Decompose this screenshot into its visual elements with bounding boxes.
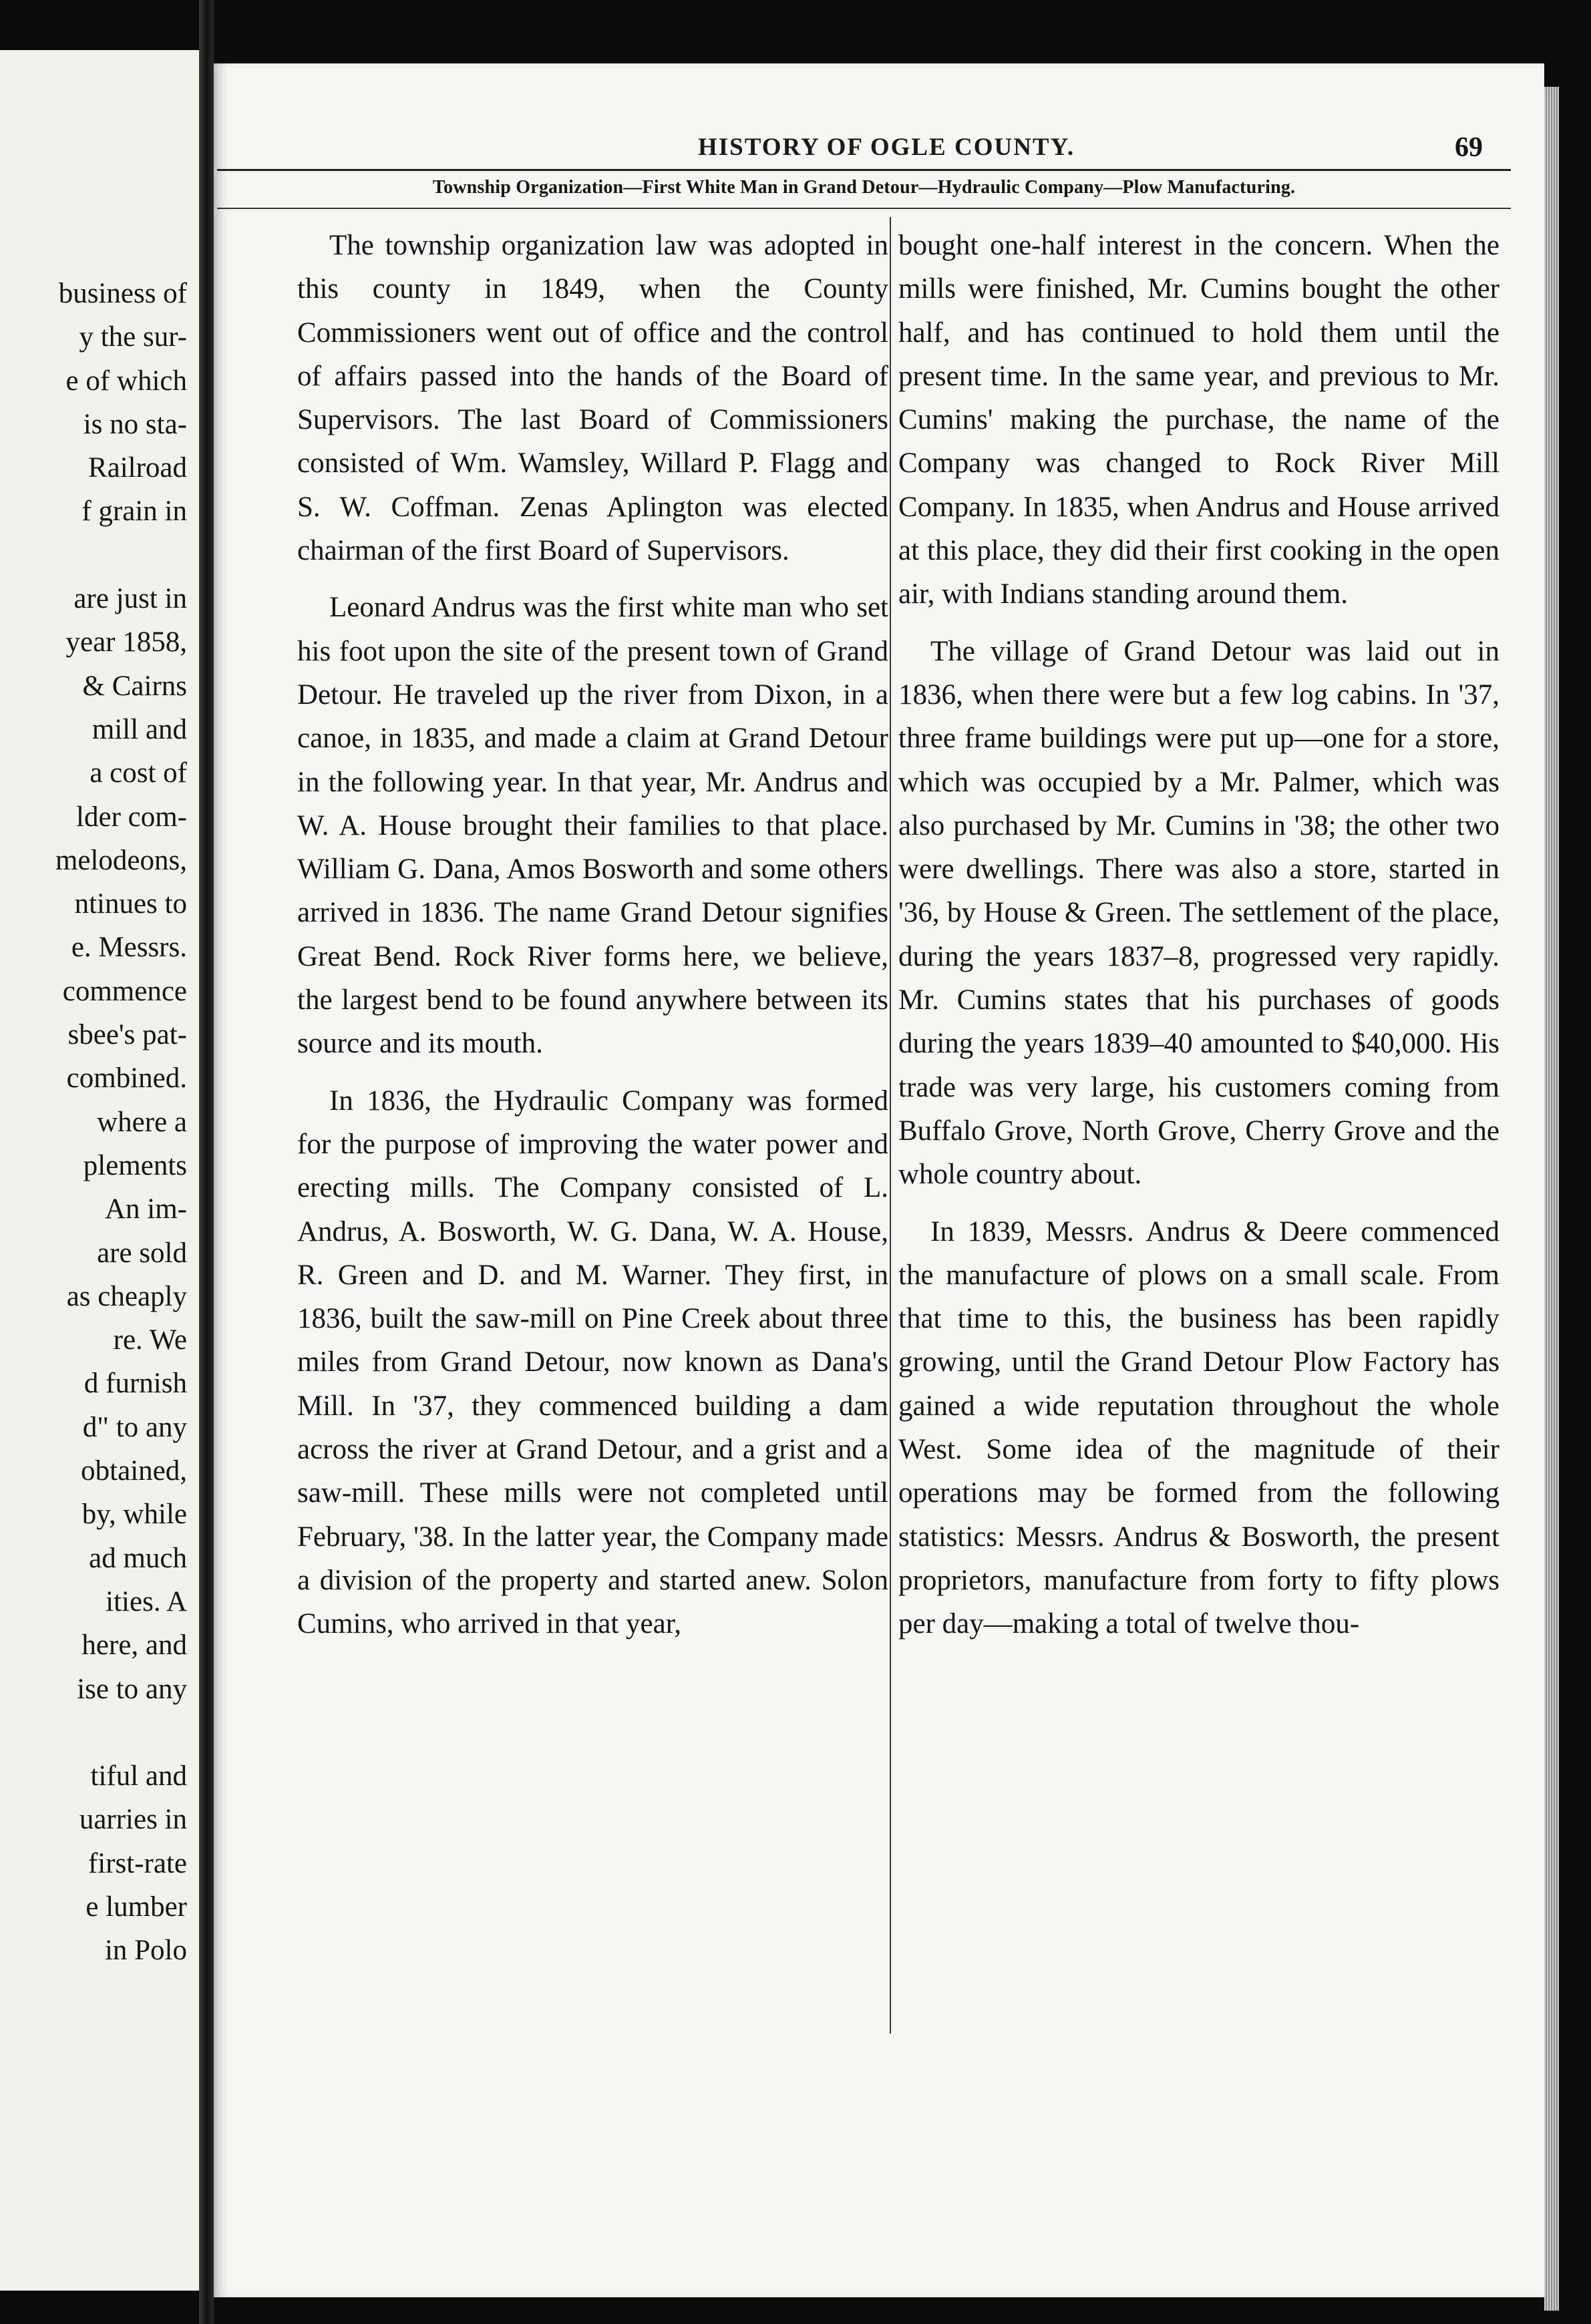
- fragment-line: by, while: [81, 1499, 187, 1531]
- paragraph: In 1839, Messrs. Andrus & Deere commenced the manufacture of plows on a small scale. From that time to this, the business has been rapidly growing, until the Grand Detour Plow Factory has gained a wide reputation throughout the whole West. Some idea of the magnitude of their operations may be formed from the following statistics: Messrs. Andrus & Bosworth, the present proprietors, manufacture from forty to fifty plows per day—making a total of twelve thou-: [898, 1215, 1499, 1640]
- fragment-line: d" to any: [82, 1411, 187, 1443]
- fragment-line: combined.: [66, 1062, 187, 1095]
- fragment-line: ntinues to: [74, 888, 187, 920]
- fragment-line: uarries in: [79, 1804, 187, 1836]
- fragment-line: [0, 1711, 187, 1754]
- fragment-line: f grain in: [81, 496, 187, 528]
- fragment-line: plements: [83, 1149, 187, 1181]
- paragraph: bought one-half interest in the concern. When the mills were finished, Mr. Cumins bought the other half, and has continued to hold them until the present time. In the same year, and previous to Mr. Cumins' making the purchase, the name of the Company was changed to Rock River Mill Company. In 1835, when Andrus and House arrived at this place, they did their first cooking in the open air, with Indians standing around them.: [898, 230, 1499, 610]
- fragment-line: e. Messrs.: [71, 932, 187, 964]
- fragment-line: commence: [62, 975, 187, 1007]
- fragment-line: d furnish: [83, 1368, 187, 1400]
- fragment-line: An im-: [104, 1193, 187, 1225]
- fragment-line: first-rate: [87, 1847, 187, 1879]
- fragment-line: e of which: [65, 365, 187, 397]
- paragraph: Leonard Andrus was the first white man who set his foot upon the site of the present town of Grand Detour. He traveled up the river from Dixon, in a canoe, in 1835, and made a claim at Grand Detour in the following year. In that year, Mr. Andrus and W. A. House brought their families to that place. William G. Dana, Amos Bosworth and some others arrived in 1836. The name Grand Detour signifies Great Bend. Rock River forms here, we believe, the largest bend to be found anywhere between its source and its mouth.: [297, 592, 888, 1060]
- fragment-line: mill and: [92, 713, 187, 745]
- fragment-line: lder com-: [76, 801, 187, 833]
- page-title: HISTORY OF OGLE COUNTY.: [698, 134, 1075, 161]
- fragment-line: sbee's pat-: [67, 1019, 187, 1051]
- fragment-line: re. We: [113, 1324, 187, 1356]
- fragment-line: tiful and: [90, 1760, 187, 1792]
- left-page-text-fragment: [0, 272, 187, 1973]
- page-number: 69: [1455, 132, 1483, 163]
- fragment-line: melodeons,: [55, 844, 187, 876]
- fragment-line: year 1858,: [65, 626, 187, 658]
- fragment-line: ad much: [89, 1542, 187, 1574]
- fragment-line: where a: [97, 1106, 187, 1138]
- page-subtitle: Township Organization—First White Man in Grand Detour—Hydraulic Company—Plow Manufacturing.: [432, 177, 1296, 198]
- subtitle-rule: [217, 208, 1511, 209]
- fragment-line: a cost of: [90, 757, 187, 789]
- text-column-left: [297, 224, 888, 1660]
- paragraph: The township organization law was adopted in this county in 1849, when the County Commissioners went out of office and the control of affairs passed into the hands of the Board of Supervisors. The last Board of Commissioners consisted of Wm. Wamsley, Willard P. Flagg and S. W. Coffman. Zenas Aplington was elected chairman of the first Board of Supervisors.: [297, 230, 888, 567]
- fragment-line: are sold: [97, 1237, 187, 1269]
- column-divider: [890, 217, 891, 2034]
- fragment-line: y the sur-: [79, 321, 187, 353]
- header-rule: [217, 169, 1511, 171]
- fragment-line: obtained,: [81, 1455, 187, 1487]
- page-edges: [1544, 87, 1559, 2311]
- text-column-right: [898, 224, 1499, 1660]
- fragment-line: here, and: [81, 1629, 187, 1662]
- fragment-line: in Polo: [104, 1935, 187, 1967]
- paragraph: The village of Grand Detour was laid out in 1836, when there were but a few log cabins. In '37, three frame buildings were put up—one for a store, which was occupied by a Mr. Palmer, which was also purchased by Mr. Cumins in '38; the other two were dwellings. There was also a store, started in '36, by House & Green. The settlement of the place, during the years 1837–8, progressed very rapidly. Mr. Cumins states that his purchases of goods during the years 1839–40 amounted to $40,000. His trade was very large, his customers coming from Buffalo Grove, North Grove, Cherry Grove and the whole country about.: [898, 635, 1499, 1191]
- fragment-line: Railroad: [87, 452, 187, 484]
- left-page-fragment: [0, 50, 199, 2291]
- fragment-line: business of: [58, 278, 187, 309]
- fragment-line: as cheaply: [66, 1280, 187, 1312]
- fragment-line: are just in: [73, 583, 187, 615]
- fragment-line: & Cairns: [82, 670, 187, 702]
- paragraph: In 1836, the Hydraulic Company was formed for the purpose of improving the water power and erecting mills. The Company consisted of L. Andrus, A. Bosworth, W. G. Dana, W. A. House, R. Green and D. and M. Warner. They first, in 1836, built the saw-mill on Pine Creek about three miles from Grand Detour, now known as Dana's Mill. In '37, they commenced building a dam across the river at Grand Detour, and a grist and a saw-mill. These mills were not completed until February, '38. In the latter year, the Company made a division of the property and started anew. Solon Cumins, who arrived in that year,: [297, 1085, 888, 1640]
- book-gutter: [199, 0, 214, 2324]
- book-page: [214, 63, 1544, 2297]
- fragment-line: e lumber: [85, 1891, 187, 1923]
- fragment-line: ities. A: [106, 1585, 187, 1617]
- fragment-line: ise to any: [77, 1673, 187, 1705]
- fragment-line: [0, 534, 187, 577]
- fragment-line: is no sta-: [83, 408, 187, 440]
